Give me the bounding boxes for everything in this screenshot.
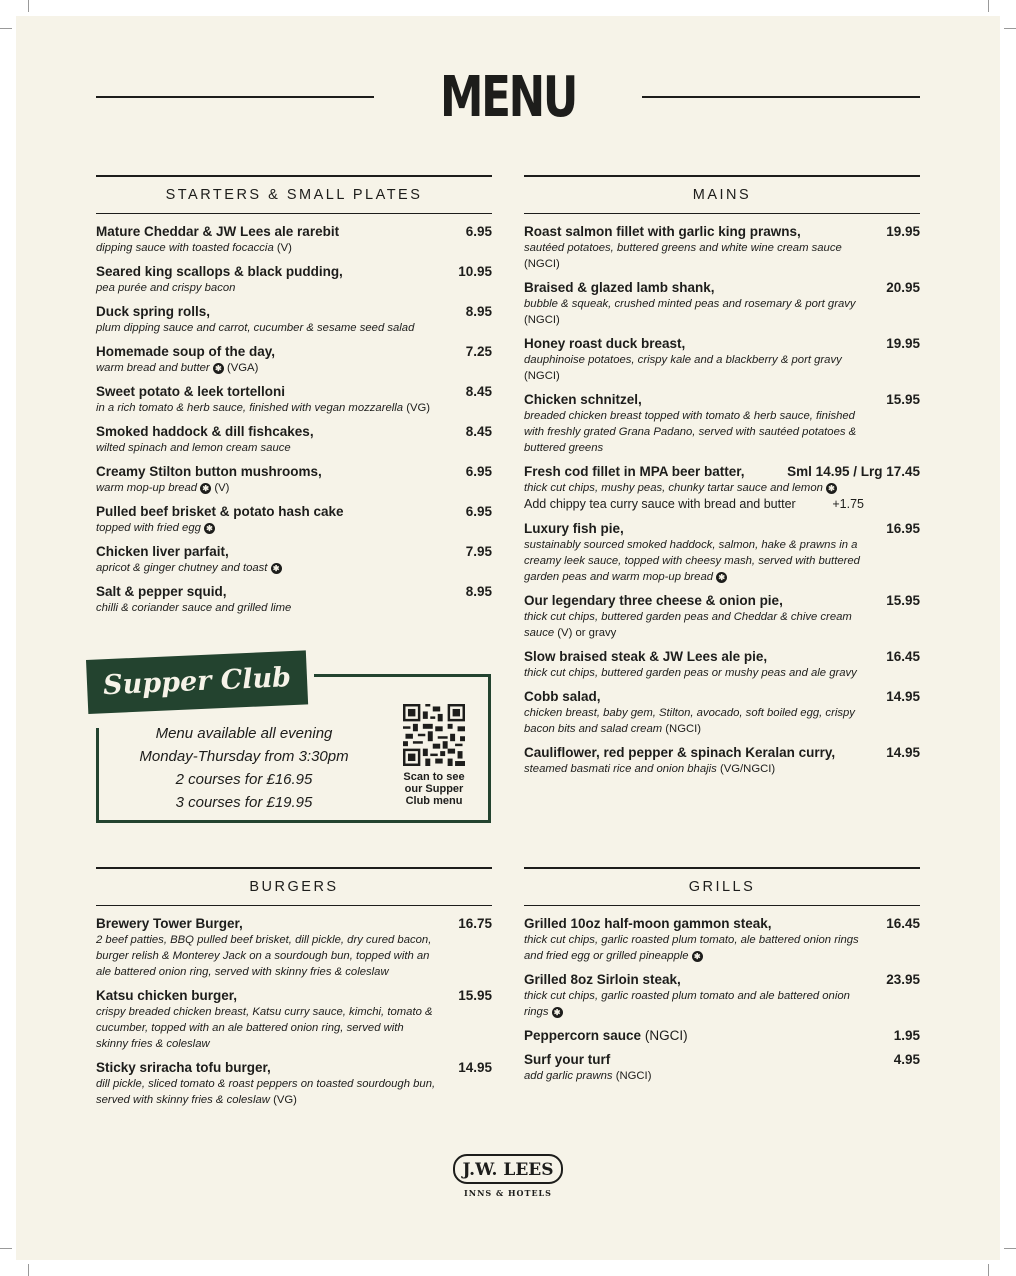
item-description-text: add garlic prawns	[524, 1070, 613, 1082]
item-price: 19.95	[886, 224, 920, 239]
item-price: Sml 14.95 / Lrg 17.45	[787, 464, 920, 479]
item-description-text: thick cut chips, garlic roasted plum tomato and ale battered onion rings	[524, 990, 850, 1018]
item-description-text: in a rich tomato & herb sauce, finished with vegan mozzarella	[96, 402, 404, 414]
item-name-text: Our legendary three cheese & onion pie,	[524, 593, 783, 608]
item-name	[524, 592, 864, 609]
item-description	[96, 400, 436, 416]
menu-item	[96, 343, 492, 376]
qr-code-icon[interactable]	[403, 704, 465, 766]
item-name	[96, 303, 436, 320]
item-price: 6.95	[465, 504, 492, 519]
supper-line: 3 courses for £19.95	[175, 794, 313, 811]
menu-item	[524, 648, 920, 681]
menu-item	[524, 744, 920, 777]
item-description	[524, 240, 864, 272]
item-description-text: bubble & squeak, crushed minted peas and rosemary & port gravy	[524, 298, 856, 310]
item-description	[96, 480, 436, 496]
menu-item	[96, 383, 492, 416]
item-price: 4.95	[893, 1052, 920, 1067]
item-description	[524, 480, 864, 496]
item-name	[524, 223, 864, 240]
item-name	[96, 463, 436, 480]
item-name-text: Chicken schnitzel,	[524, 392, 642, 407]
item-name	[96, 915, 436, 932]
item-name-text: Seared king scallops & black pudding,	[96, 264, 343, 279]
item-description-text: sautéed potatoes, buttered greens and white wine cream sauce	[524, 242, 842, 254]
crop-mark	[1004, 1248, 1016, 1249]
item-diet-tag: (NGCI)	[644, 1028, 688, 1043]
item-name-text: Brewery Tower Burger,	[96, 916, 243, 931]
item-name	[524, 648, 864, 665]
page-title: MENU	[440, 65, 576, 130]
crop-mark	[988, 0, 989, 12]
item-price: 7.25	[465, 344, 492, 359]
item-description-text: warm mop-up bread	[96, 482, 198, 494]
allergen-star-icon: ✱	[826, 483, 837, 494]
item-description-text: thick cut chips, buttered garden peas and Cheddar & chive cream sauce	[524, 611, 852, 639]
item-description	[96, 932, 436, 980]
crop-mark	[988, 1264, 989, 1276]
item-extra-text: Add chippy tea curry sauce with bread and butter	[524, 497, 796, 511]
item-diet-tag: (NGCI)	[615, 1070, 652, 1082]
item-description-text: thick cut chips, mushy peas, chunky tartar sauce and lemon	[524, 482, 823, 494]
item-description-text: chilli & coriander sauce and grilled lime	[96, 602, 292, 614]
item-price: 14.95	[886, 745, 920, 760]
item-description	[524, 932, 864, 964]
item-price: 15.95	[458, 988, 492, 1003]
menu-item	[96, 303, 492, 336]
menu-item	[524, 688, 920, 737]
item-name	[96, 583, 436, 600]
menu-item	[524, 463, 920, 513]
menu-item	[96, 423, 492, 456]
item-diet-tag: (NGCI)	[524, 258, 560, 270]
item-description	[524, 988, 864, 1020]
item-diet-tag: (V)	[276, 242, 292, 254]
menu-item	[96, 463, 492, 496]
item-description-text: dauphinoise potatoes, crispy kale and a blackberry & port gravy	[524, 354, 842, 366]
starters-section	[96, 175, 492, 623]
item-description	[524, 296, 864, 328]
item-price: 8.95	[465, 584, 492, 599]
item-name-text: Duck spring rolls,	[96, 304, 211, 319]
item-name	[524, 915, 864, 932]
item-price: 6.95	[465, 224, 492, 239]
item-price: 8.45	[465, 424, 492, 439]
item-description	[524, 352, 864, 384]
item-description-text: breaded chicken breast topped with tomato & herb sauce, finished with freshly grated Grana Padano, served with sautéed potatoes & buttered greens	[524, 410, 857, 454]
item-name	[524, 279, 864, 296]
logo-subtitle: INNS & HOTELS	[464, 1188, 552, 1198]
crop-mark	[0, 28, 12, 29]
item-name	[524, 520, 864, 537]
supper-border-left	[96, 728, 99, 820]
item-description	[96, 440, 436, 456]
item-description	[96, 1076, 436, 1108]
item-description	[524, 1068, 864, 1084]
logo-badge: J.W. LEES	[453, 1154, 563, 1184]
menu-item	[96, 1059, 492, 1108]
item-name	[524, 335, 864, 352]
allergen-star-icon: ✱	[271, 563, 282, 574]
item-diet-tag: (NGCI)	[665, 723, 702, 735]
item-name-text: Smoked haddock & dill fishcakes,	[96, 424, 314, 439]
item-price: 8.95	[465, 304, 492, 319]
item-price: 23.95	[886, 972, 920, 987]
item-name	[96, 503, 436, 520]
item-name	[96, 543, 436, 560]
item-name	[96, 423, 436, 440]
item-name-text: Mature Cheddar & JW Lees ale rarebit	[96, 224, 340, 239]
menu-item	[96, 987, 492, 1052]
item-name-text: Slow braised steak & JW Lees ale pie,	[524, 649, 768, 664]
item-description-text: thick cut chips, buttered garden peas or mushy peas and ale gravy	[524, 667, 857, 679]
jw-lees-logo	[450, 1154, 566, 1198]
menu-item	[524, 520, 920, 585]
item-name-text: Sticky sriracha tofu burger,	[96, 1060, 271, 1075]
mains-list	[524, 223, 920, 777]
item-name-text: Roast salmon fillet with garlic king prawns,	[524, 224, 801, 239]
item-diet-tag: (VG)	[273, 1094, 297, 1106]
item-description-text: dipping sauce with toasted focaccia	[96, 242, 274, 254]
item-description-text: warm bread and butter	[96, 362, 210, 374]
supper-border-top	[314, 674, 491, 677]
item-description-text: plum dipping sauce and carrot, cucumber & sesame seed salad	[96, 322, 415, 334]
menu-item	[96, 263, 492, 296]
allergen-star-icon: ✱	[692, 951, 703, 962]
item-name-text: Braised & glazed lamb shank,	[524, 280, 715, 295]
allergen-star-icon: ✱	[716, 572, 727, 583]
item-description-text: crispy breaded chicken breast, Katsu curry sauce, kimchi, tomato & cucumber, topped with an ale battered onion ring, served with skinny fries & coleslaw	[96, 1006, 433, 1050]
item-diet-tag: (V) or gravy	[557, 627, 617, 639]
supper-line: Menu available all evening	[155, 725, 333, 742]
item-description-text: 2 beef patties, BBQ pulled beef brisket, dill pickle, dry cured bacon, burger relish & Monterey Jack on a sourdough bun, topped with an ale battered onion ring, served with skinny fries & coleslaw	[96, 934, 432, 978]
supper-club-details	[106, 722, 382, 814]
item-name-text: Peppercorn sauce	[524, 1028, 642, 1043]
item-description	[524, 665, 864, 681]
item-price: 6.95	[465, 464, 492, 479]
item-price: 1.95	[893, 1028, 920, 1043]
item-name-text: Honey roast duck breast,	[524, 336, 686, 351]
allergen-star-icon: ✱	[552, 1007, 563, 1018]
item-price: 14.95	[458, 1060, 492, 1075]
menu-item	[524, 335, 920, 384]
menu-item	[524, 1027, 920, 1044]
item-name-text: Cauliflower, red pepper & spinach Keralan curry,	[524, 745, 836, 760]
item-diet-tag: (VG/NGCI)	[719, 763, 776, 775]
item-description-text: sustainably sourced smoked haddock, salmon, hake & prawns in a creamy leek sauce, topped with cheesy mash, served with buttered garden peas and warm mop-up bread	[524, 539, 860, 583]
item-description	[524, 537, 864, 585]
item-name	[524, 744, 864, 761]
item-name-text: Luxury fish pie,	[524, 521, 624, 536]
menu-item	[96, 583, 492, 616]
supper-club-title: Supper Club	[86, 650, 308, 714]
mains-heading: MAINS	[524, 175, 920, 214]
item-description-text: topped with fried egg	[96, 522, 201, 534]
item-diet-tag: (VGA)	[226, 362, 259, 374]
allergen-star-icon: ✱	[200, 483, 211, 494]
item-name-text: Grilled 10oz half-moon gammon steak,	[524, 916, 772, 931]
item-name	[96, 343, 436, 360]
item-name	[524, 1051, 864, 1068]
item-description-text: wilted spinach and lemon cream sauce	[96, 442, 291, 454]
grills-heading: GRILLS	[524, 867, 920, 906]
item-name	[524, 688, 864, 705]
item-description	[96, 520, 436, 536]
grills-list	[524, 915, 920, 1084]
item-description	[96, 280, 436, 296]
item-description	[96, 240, 436, 256]
menu-item	[524, 279, 920, 328]
item-name-text: Chicken liver parfait,	[96, 544, 229, 559]
item-name	[524, 391, 864, 408]
item-price: 15.95	[886, 593, 920, 608]
item-name	[96, 1059, 436, 1076]
item-name-text: Sweet potato & leek tortelloni	[96, 384, 286, 399]
item-description	[96, 320, 436, 336]
item-description	[96, 360, 436, 376]
item-description-text: steamed basmati rice and onion bhajis	[524, 763, 717, 775]
item-description	[96, 1004, 436, 1052]
item-description	[524, 761, 864, 777]
item-name-text: Pulled beef brisket & potato hash cake	[96, 504, 344, 519]
item-price: 14.95	[886, 689, 920, 704]
supper-line: 2 courses for £16.95	[175, 771, 313, 788]
allergen-star-icon: ✱	[213, 363, 224, 374]
item-price: 16.95	[886, 521, 920, 536]
item-name	[96, 383, 436, 400]
item-extra-price: +1.75	[832, 497, 864, 511]
item-name	[524, 1027, 864, 1044]
item-description	[524, 408, 864, 456]
item-description-text: apricot & ginger chutney and toast	[96, 562, 268, 574]
item-name	[96, 987, 436, 1004]
item-price: 16.75	[458, 916, 492, 931]
menu-item	[524, 971, 920, 1020]
crop-mark	[28, 1264, 29, 1276]
burgers-section	[96, 867, 492, 1115]
item-price: 19.95	[886, 336, 920, 351]
item-description	[524, 609, 864, 641]
item-name-text: Cobb salad,	[524, 689, 601, 704]
menu-item	[96, 503, 492, 536]
item-name-text: Grilled 8oz Sirloin steak,	[524, 972, 681, 987]
item-price: 7.95	[465, 544, 492, 559]
item-diet-tag: (V)	[214, 482, 230, 494]
item-price: 16.45	[886, 916, 920, 931]
item-name-text: Salt & pepper squid,	[96, 584, 227, 599]
qr-caption: Scan to see our Supper Club menu	[403, 771, 465, 807]
menu-item	[96, 223, 492, 256]
item-name-text: Katsu chicken burger,	[96, 988, 238, 1003]
item-name-text: Homemade soup of the day,	[96, 344, 276, 359]
item-diet-tag: (VG)	[406, 402, 431, 414]
menu-item	[524, 1051, 920, 1084]
item-description	[524, 705, 864, 737]
menu-header	[96, 66, 920, 130]
item-name	[96, 263, 436, 280]
starters-list	[96, 223, 492, 616]
item-description-text: chicken breast, baby gem, Stilton, avocado, soft boiled egg, crispy bacon bits and salad cream	[524, 707, 855, 735]
mains-section	[524, 175, 920, 784]
menu-item	[524, 915, 920, 964]
item-name	[96, 223, 436, 240]
crop-mark	[1004, 28, 1016, 29]
menu-item	[96, 915, 492, 980]
item-name-text: Surf your turf	[524, 1052, 611, 1067]
item-extra	[524, 496, 864, 513]
item-name	[524, 971, 864, 988]
item-name-text: Creamy Stilton button mushrooms,	[96, 464, 322, 479]
allergen-star-icon: ✱	[204, 523, 215, 534]
item-diet-tag: (NGCI)	[524, 370, 560, 382]
menu-item	[524, 592, 920, 641]
item-diet-tag: (NGCI)	[524, 314, 560, 326]
burgers-list	[96, 915, 492, 1108]
item-price: 16.45	[886, 649, 920, 664]
supper-line: Monday-Thursday from 3:30pm	[139, 748, 349, 765]
item-name-text: Fresh cod fillet in MPA beer batter,	[524, 464, 745, 479]
item-price: 10.95	[458, 264, 492, 279]
item-price: 20.95	[886, 280, 920, 295]
burgers-heading: BURGERS	[96, 867, 492, 906]
crop-mark	[0, 1248, 12, 1249]
menu-item	[524, 223, 920, 272]
starters-heading: STARTERS & SMALL PLATES	[96, 175, 492, 214]
item-description-text: dill pickle, sliced tomato & roast peppers on toasted sourdough bun, served with skinny fries & coleslaw	[96, 1078, 436, 1106]
item-price: 8.45	[465, 384, 492, 399]
item-price: 15.95	[886, 392, 920, 407]
grills-section	[524, 867, 920, 1091]
item-description-text: pea purée and crispy bacon	[96, 282, 236, 294]
menu-item	[96, 543, 492, 576]
item-description	[96, 600, 436, 616]
item-description	[96, 560, 436, 576]
crop-mark	[28, 0, 29, 12]
item-description-text: thick cut chips, garlic roasted plum tomato, ale battered onion rings and fried egg or grilled pineapple	[524, 934, 859, 962]
menu-item	[524, 391, 920, 456]
